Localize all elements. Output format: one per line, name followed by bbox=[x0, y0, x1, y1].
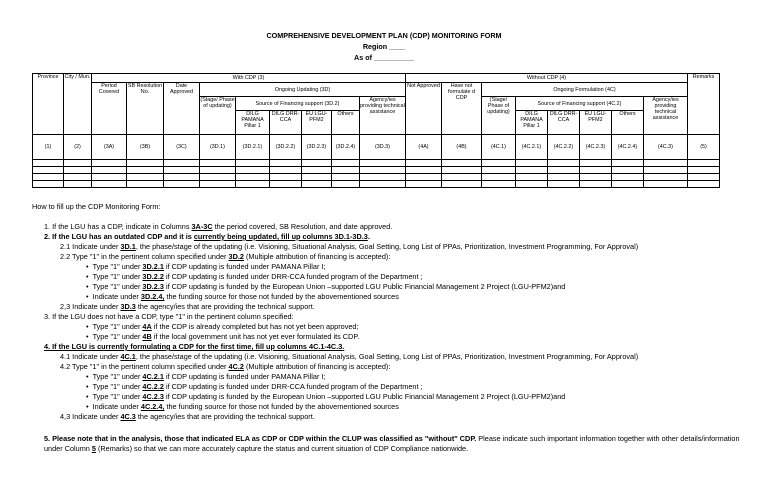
col-3d23: EU LGU-PFM2 bbox=[302, 111, 332, 135]
code-cell: (4C.2.2) bbox=[548, 135, 580, 160]
bullet-4c22: • Type "1" under 4C.2.2 if CDP updating is funded under DRR-CCA funded program of the Department ; bbox=[86, 382, 423, 391]
instruction-2-3: 2,3 Indicate under 3D.3 the agency/ies that are providing the technical support. bbox=[60, 302, 315, 311]
instruction-4: 4. If the LGU is currently formulating a CDP for the first time, fill up columns 4C.1-4C.3. bbox=[44, 342, 345, 351]
col-have-not-formulated: Have not formulate d CDP bbox=[442, 83, 482, 135]
group-source-4c2: Source of Financing support (4C.2) bbox=[516, 97, 644, 111]
instruction-2-1: 2.1 Indicate under 3D.1, the phase/stage of the updating (i.e. Visioning, Situational Analysis, Goal Setting, Long List of PPAs, Prioritization, Investment Programming, For Approval) bbox=[60, 242, 639, 251]
instruction-2-2: 2.2 Type "1" in the pertinent column specified under 3D.2 (Multiple attribution of financing is accepted): bbox=[60, 252, 391, 261]
instruction-2: 2. If the LGU has an outdated CDP and it is currently being updated, fill up columns 3D.1-3D.3. bbox=[44, 232, 370, 241]
instructions-intro: How to fill up the CDP Monitoring Form: bbox=[32, 202, 161, 211]
table-row bbox=[33, 174, 720, 181]
bullet-4c24: • Indicate under 4C.2.4, the funding source for those not funded by the abovementioned sources bbox=[86, 402, 399, 411]
code-cell: (3D.2.2) bbox=[270, 135, 302, 160]
code-cell: (3D.2.4) bbox=[332, 135, 360, 160]
table-row bbox=[33, 167, 720, 174]
bullet-4a: • Type "1" under 4A if the CDP is already completed but has not yet been approved; bbox=[86, 322, 359, 331]
group-ongoing-formulation: Ongoing Formulation (4C) bbox=[482, 83, 688, 97]
bullet-4c23: • Type "1" under 4C.2.3 if CDP updating is funded by the European Union –supported LGU Public Financial Management 2 Project (LGU-PFM2)and bbox=[86, 392, 566, 401]
as-of-line: As of __________ bbox=[354, 53, 414, 62]
bullet-3d24: • Indicate under 3D.2.4, the funding source for those not funded by the abovementioned sources bbox=[86, 292, 399, 301]
col-4c3-agencies: Agency/ies providing technical assistance bbox=[644, 97, 688, 135]
instruction-5: 5. Please note that in the analysis, those that indicated ELA as CDP or CDP within the CLUP was classified as "without" CDP. Please indicate such important information together with other details/information under Column 5 (Remarks) so that we can more accurately capture the status and current situation of CDP Compliance nationwide. bbox=[44, 434, 740, 453]
code-cell: (2) bbox=[64, 135, 92, 160]
monitoring-table bbox=[32, 73, 720, 188]
col-date-approved: Date Approved bbox=[164, 83, 200, 135]
col-3d22: DILG DRR-CCA bbox=[270, 111, 302, 135]
code-cell: (3D.1) bbox=[200, 135, 236, 160]
col-4c1-stage: (Stage/ Phase of updating) bbox=[482, 97, 516, 135]
instruction-4-1: 4.1 Indicate under 4C.1, the phase/stage of the updating (i.e. Visioning, Situational Analysis, Goal Setting, Long List of PPAs, Prioritization, Investment Programming, For Approval) bbox=[60, 352, 639, 361]
col-4c22: DILG DRR-CCA bbox=[548, 111, 580, 135]
bullet-4c21: • Type "1" under 4C.2.1 if CDP updating is funded under PAMANA Pillar I; bbox=[86, 372, 326, 381]
col-not-approved: Not Approved bbox=[406, 83, 442, 135]
code-cell: (5) bbox=[688, 135, 720, 160]
code-cell: (3A) bbox=[92, 135, 127, 160]
code-cell: (4C.2.1) bbox=[516, 135, 548, 160]
code-cell: (3D.3) bbox=[360, 135, 406, 160]
code-cell: (3D.2.1) bbox=[236, 135, 270, 160]
table-row bbox=[33, 160, 720, 167]
col-3d24: Others bbox=[332, 111, 360, 135]
col-city-mun: City / Mun. bbox=[64, 74, 92, 135]
code-cell: (4C.3) bbox=[644, 135, 688, 160]
col-4c21: DILG PAMANA Pillar 1 bbox=[516, 111, 548, 135]
instruction-4-3: 4,3 Indicate under 4C.3 the agency/ies that are providing the technical support. bbox=[60, 412, 315, 421]
code-cell: (4C.2.3) bbox=[580, 135, 612, 160]
code-row bbox=[33, 135, 720, 160]
code-cell: (1) bbox=[33, 135, 64, 160]
instruction-4-2: 4.2 Type "1" in the pertinent column specified under 4C.2 (Multiple attribution of financing is accepted): bbox=[60, 362, 391, 371]
table-row bbox=[33, 181, 720, 188]
group-source-3d2: Source of Financing support (3D.2) bbox=[236, 97, 360, 111]
instruction-1: 1. If the LGU has a CDP, indicate in Columns 3A-3C the period covered, SB Resolution, and date approved. bbox=[44, 222, 393, 231]
group-ongoing-updating: Ongoing Updating (3D) bbox=[200, 83, 406, 97]
bullet-3d23: • Type "1" under 3D.2.3 if CDP updating is funded by the European Union –supported LGU Public Financial Management 2 Project (LGU-PFM2)and bbox=[86, 282, 566, 291]
bullet-4b: • Type "1" under 4B if the local government unit has not yet ever formulated its CDP. bbox=[86, 332, 360, 341]
col-3d21: DILG PAMANA Pillar 1 bbox=[236, 111, 270, 135]
col-remarks: Remarks bbox=[688, 74, 720, 135]
group-without-cdp: Without CDP (4) bbox=[406, 74, 688, 83]
col-sb-resolution: SB Resolution No. bbox=[127, 83, 164, 135]
code-cell: (3C) bbox=[164, 135, 200, 160]
col-3d3-agencies: Agency/ies providing technical assistance bbox=[360, 97, 406, 135]
instruction-3: 3. If the LGU does not have a CDP, type "1" in the pertinent column specified: bbox=[44, 312, 294, 321]
col-4c24: Others bbox=[612, 111, 644, 135]
group-with-cdp: With CDP (3) bbox=[92, 74, 406, 83]
code-cell: (3D.2.3) bbox=[302, 135, 332, 160]
bullet-3d22: • Type "1" under 3D.2.2 if CDP updating is funded under DRR-CCA funded program of the Department ; bbox=[86, 272, 423, 281]
col-province: Province bbox=[33, 74, 64, 135]
code-cell: (4C.2.4) bbox=[612, 135, 644, 160]
form-title: COMPREHENSIVE DEVELOPMENT PLAN (CDP) MONITORING FORM bbox=[266, 31, 502, 40]
col-4c23: EU LGU-PFM2 bbox=[580, 111, 612, 135]
code-cell: (4C.1) bbox=[482, 135, 516, 160]
col-3d1-stage: (Stage/ Phase of updating) bbox=[200, 97, 236, 135]
code-cell: (4A) bbox=[406, 135, 442, 160]
col-period-covered: Period Covered bbox=[92, 83, 127, 135]
bullet-3d21: • Type "1" under 3D.2.1 if CDP updating is funded under PAMANA Pillar I; bbox=[86, 262, 326, 271]
region-line: Region ____ bbox=[362, 42, 406, 51]
code-cell: (3B) bbox=[127, 135, 164, 160]
code-cell: (4B) bbox=[442, 135, 482, 160]
